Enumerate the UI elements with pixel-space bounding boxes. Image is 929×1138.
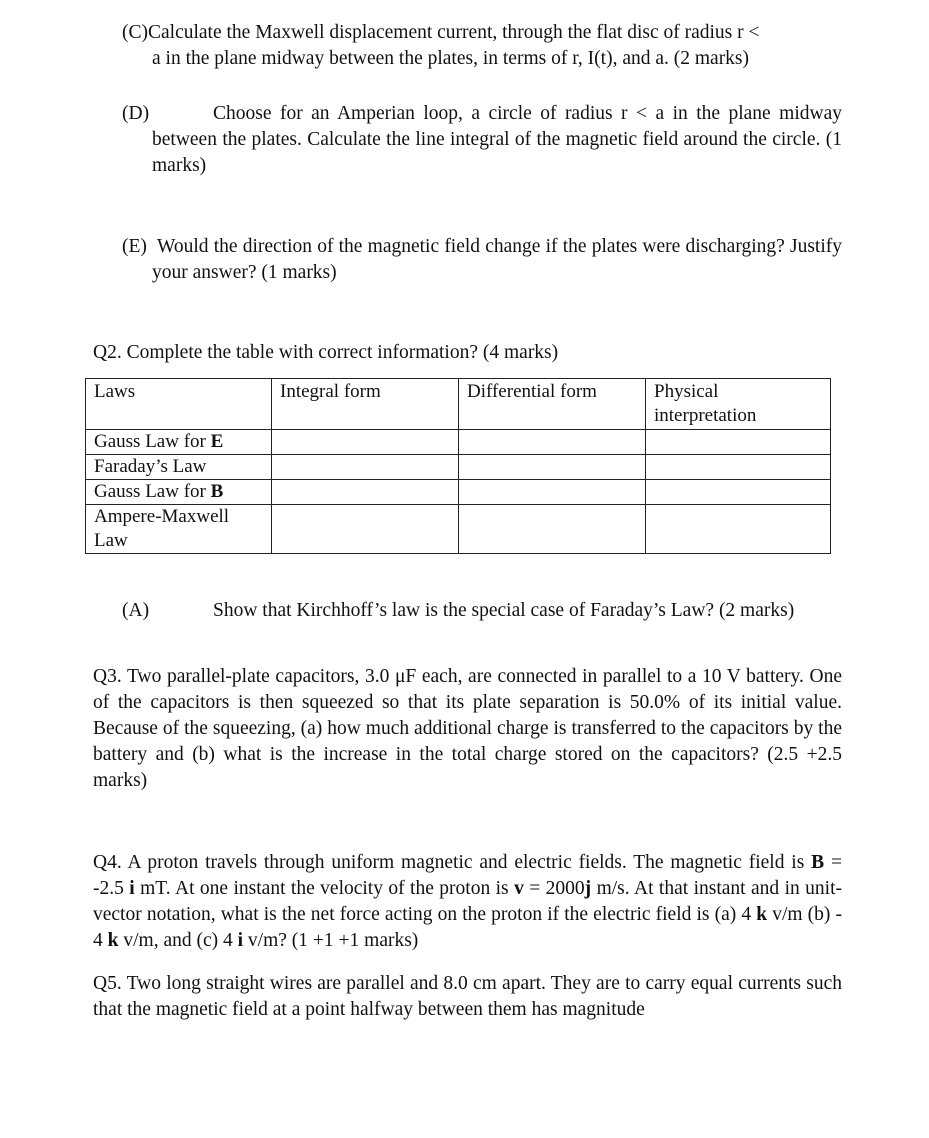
unit-k: k (756, 904, 768, 925)
law-name: Gauss Law for (94, 481, 211, 502)
q2a-text: Show that Kirchhoff’s law is the special case of Faraday’s Law? (2 marks) (213, 600, 795, 621)
table-header-row (86, 379, 831, 430)
q3-text: Q3. Two parallel-plate capacitors, 3.0 μF each, are connected in parallel to a 10 V battery. One of the capacitors is then squeezed so that its plate separation is 50.0% of its initial value. Because of the squeezing, (a) how much additional charge is transferred to the capacitors by the battery and (b) what is the increase in the total charge stored on the capacitors? (2.5 +2.5 marks) (93, 666, 842, 791)
integral-cell (272, 430, 459, 455)
integral-cell (272, 480, 459, 505)
q4-part: mT. At one instant the velocity of the proton is (134, 878, 515, 899)
law-name: Faraday’s Law (94, 456, 207, 477)
law-symbol: E (210, 431, 224, 452)
law-cell (86, 505, 272, 554)
interpretation-cell (646, 505, 831, 554)
differential-cell (459, 480, 646, 505)
q1d-label: (D) (122, 103, 150, 124)
q4-part: Q4. A proton travels through uniform magnetic and electric fields. The magnetic field is (93, 852, 812, 873)
law-symbol: B (210, 481, 224, 502)
header-laws: Laws (86, 379, 272, 430)
interpretation-cell (646, 430, 831, 455)
q4-part: = -2.5 (93, 852, 842, 899)
table-row (86, 480, 831, 505)
unit-i: i (237, 930, 244, 951)
law-cell (86, 455, 272, 480)
q1c-line1: (C)Calculate the Maxwell displacement current, through the flat disc of radius r < (122, 22, 760, 43)
q1e-text: Would the direction of the magnetic field change if the plates were discharging? Justify your answer? (1 marks) (152, 236, 842, 283)
integral-cell (272, 505, 459, 554)
q1e-label: (E) (122, 236, 147, 257)
interpretation-cell (646, 480, 831, 505)
header-physical-interpretation: Physical interpretation (646, 379, 831, 430)
table-row (86, 430, 831, 455)
differential-cell (459, 430, 646, 455)
table-row (86, 505, 831, 554)
q1d-text: Choose for an Amperian loop, a circle of radius r < a in the plane midway between the plates. Calculate the line integral of the magnetic field around the circle. (1 marks) (152, 103, 842, 176)
unit-j: j (584, 878, 592, 899)
header-integral-form: Integral form (272, 379, 459, 430)
differential-cell (459, 455, 646, 480)
interpretation-cell (646, 455, 831, 480)
unit-k: k (107, 930, 119, 951)
q4-part: = 2000 (523, 878, 585, 899)
vector-B: B (811, 852, 825, 873)
q2a-item (122, 598, 842, 624)
header-differential-form: Differential form (459, 379, 646, 430)
q2a-label: (A) (122, 600, 150, 621)
law-cell (86, 480, 272, 505)
laws-table (85, 378, 831, 554)
q4-part: v/m? (1 +1 +1 marks) (243, 930, 419, 951)
q4-part: m/s. At that instant and in unit-vector notation, what is the net force acting on the proton if the electric field is (a) 4 (93, 878, 842, 925)
q5-text: Q5. Two long straight wires are parallel and 8.0 cm apart. They are to carry equal currents such that the magnetic field at a point halfway between them has magnitude (93, 973, 842, 1020)
q1c-line2: a in the plane midway between the plates, in terms of r, I(t), and a. (2 marks) (152, 48, 750, 69)
q4-part: v/m, and (c) 4 (118, 930, 238, 951)
law-name: Gauss Law for (94, 431, 211, 452)
unit-i: i (129, 878, 135, 899)
q2-heading: Q2. Complete the table with correct information? (4 marks) (93, 342, 559, 363)
q1e-item (122, 234, 842, 286)
differential-cell (459, 505, 646, 554)
q4-text (93, 850, 842, 954)
law-name: Ampere-Maxwell Law (94, 506, 230, 551)
law-cell (86, 430, 272, 455)
table-row (86, 455, 831, 480)
integral-cell (272, 455, 459, 480)
vector-v: v (514, 878, 524, 899)
q1d-item (122, 101, 842, 179)
q4-part: v/m (b) - 4 (93, 904, 842, 951)
